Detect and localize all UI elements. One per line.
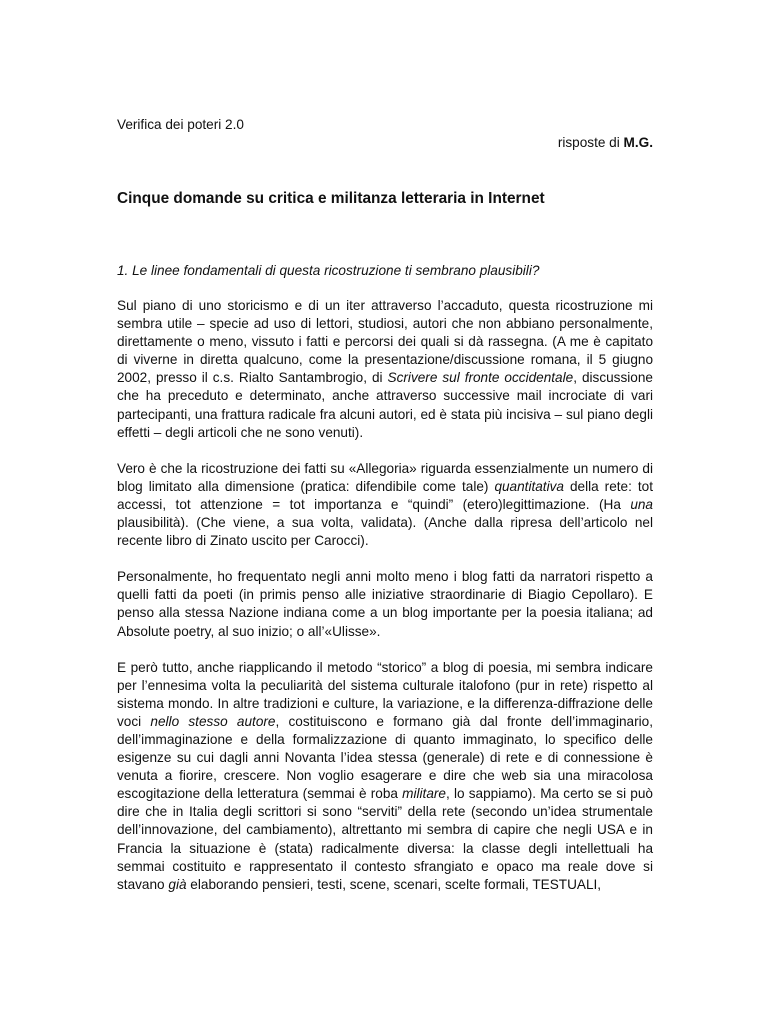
paragraph-4-emphasis-1: nello stesso autore xyxy=(150,713,276,729)
paragraph-2-emphasis-1: quantitativa xyxy=(494,478,564,494)
byline-author: M.G. xyxy=(623,135,653,150)
paragraph-1 xyxy=(117,297,653,442)
paragraph-2-text-a: Vero è che la ricostruzione dei fatti su «Allegoria» riguarda essenzialmente un numero di blog limitato alla dimensione (pratica: difendibile come tale) xyxy=(117,460,653,494)
paragraph-3-text: Personalmente, ho frequentato negli anni molto meno i blog fatti da narratori rispetto a quelli fatti da poeti (in primis penso alle iniziative straordinarie di Biagio Cepollaro). E penso alla stessa Nazione indiana come a un blog importante per la poesia italiana; ad Absolute poetry, al suo inizio; o all’«Ulisse». xyxy=(117,569,653,639)
document-page xyxy=(117,116,653,894)
paragraph-4-text-a: E però tutto, anche riapplicando il metodo “storico” a blog di poesia, mi sembra indicare per l’ennesima volta la peculiarità del sistema culturale italofono (pur in rete) rispetto al sistema mondo. In altre tradizioni e culture, la variazione, e la differenza-diffrazione delle voci xyxy=(117,659,653,729)
paragraph-4 xyxy=(117,659,653,894)
document-title: Cinque domande su critica e militanza letteraria in Internet xyxy=(117,190,545,207)
paragraph-1-text-b: , discussione che ha preceduto e determinato, anche attraverso successive mail incrociate di vari partecipanti, una frattura radicale fra alcuni autori, ed è stata più incisiva – sul piano degli effetti – degli articoli che ne sono venuti). xyxy=(117,370,653,440)
paragraph-2 xyxy=(117,460,653,550)
paragraph-2-text-c: plausibilità). (Che viene, a sua volta, validata). (Anche dalla ripresa dell’articolo nel recente libro di Zinato uscito per Carocci). xyxy=(117,515,653,549)
paragraph-2-text-b: della rete: tot accessi, tot attenzione = tot importanza e “quindi” (etero)legittimazione. (Ha xyxy=(117,478,653,512)
paragraph-1-text-a: Sul piano di uno storicismo e di un iter attraverso l’accaduto, questa ricostruzione mi sembra utile – specie ad uso di lettori, studiosi, autori che non abbiano personalmente, direttamente o meno, vissuto i fatti e percorsi dei quali si dà rassegna. (A me è capitato di viverne in diretta qualcuno, come la presentazione/discussione romana, il 5 giugno 2002, presso il c.s. Rialto Santambrogio, di xyxy=(117,298,653,386)
paragraph-4-text-d: elaborando pensieri, testi, scene, scenari, scelte formali, TESTUALI, xyxy=(186,876,602,892)
paragraph-1-book-title: Scrivere sul fronte occidentale xyxy=(387,370,574,386)
byline-prefix: risposte di xyxy=(557,135,624,150)
paragraph-3 xyxy=(117,568,653,640)
paragraph-4-text-b: , costituiscono e formano già dal fronte dell’immaginario, dell’immaginazione e della formalizzazione di quanto immaginato, lo specifico delle esigenze su cui dagli anni Novanta l’idea stessa (generale) di rete e di connessione è venuta a fiorire, crescere. Non voglio esagerare e dire che web sia una miracolosa escogitazione della letteratura (semmai è roba xyxy=(117,713,653,802)
paragraph-2-emphasis-2: una xyxy=(630,496,653,512)
document-label: Verifica dei poteri 2.0 xyxy=(117,117,244,132)
byline xyxy=(117,134,653,152)
question-1: 1. Le linee fondamentali di questa ricostruzione ti sembrano plausibili? xyxy=(117,263,540,278)
paragraph-4-emphasis-3: già xyxy=(168,876,187,892)
paragraph-4-emphasis-2: militare xyxy=(402,786,446,802)
paragraph-4-text-c: , lo sappiamo). Ma certo se si può dire che in Italia degli scrittori si sono “serviti” della rete (secondo un’idea strumentale dell’innovazione, del cambiamento), altrettanto mi sembra di capire che negli USA e in Francia la situazione è (stata) radicalmente diversa: la classe degli intellettuali ha semmai costituito e rappresentato il contesto sfrangiato e opaco ma reale dove si stavano xyxy=(117,786,653,892)
